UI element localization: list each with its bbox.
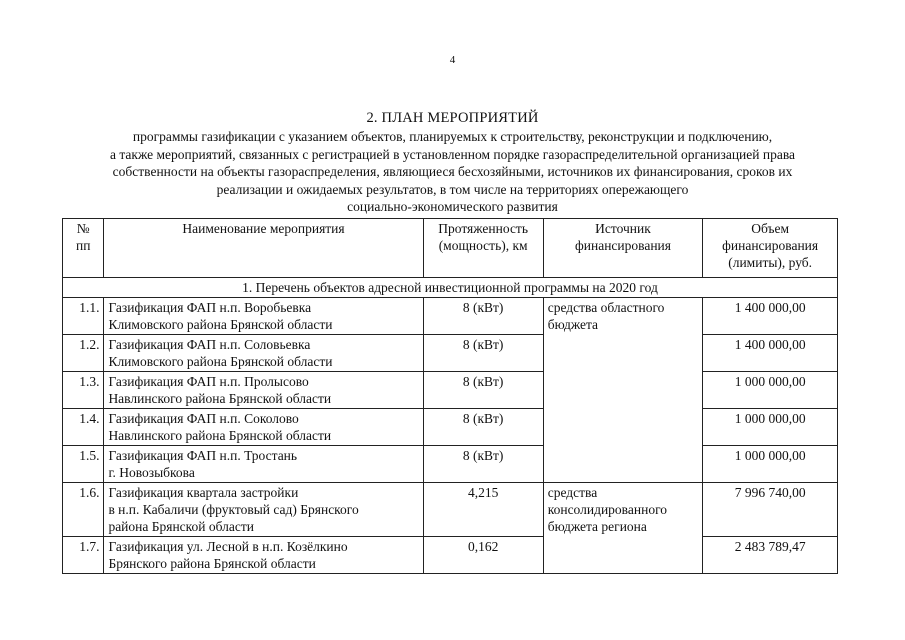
row-name: Газификация ФАП н.п. Тростань г. Новозыбкова <box>104 446 423 483</box>
row-number: 1.5. <box>63 446 104 483</box>
row-length: 8 (кВт) <box>423 446 543 483</box>
section-row <box>63 278 838 298</box>
row-source: средства областного бюджета <box>543 298 703 483</box>
subheading-line: социально-экономического развития <box>347 199 558 214</box>
table-row <box>63 335 838 372</box>
subheading-line: собственности на объекты газораспределения, являющиеся бесхозяйными, источников их финансирования, сроков их <box>112 164 793 179</box>
header-volume: Объем финансирования (лимиты), руб. <box>703 219 838 278</box>
table-row <box>63 372 838 409</box>
row-volume: 7 996 740,00 <box>703 483 838 537</box>
subheading-line: а также мероприятий, связанных с регистрацией в установленном порядке газораспределительной организацией права <box>109 146 796 162</box>
plan-table <box>62 218 838 574</box>
row-number: 1.2. <box>63 335 104 372</box>
header-source: Источник финансирования <box>543 219 703 278</box>
table-header-row <box>63 219 838 278</box>
row-volume: 1 000 000,00 <box>703 409 838 446</box>
row-volume: 1 400 000,00 <box>703 298 838 335</box>
table-row <box>63 537 838 574</box>
row-source: средства консолидированного бюджета региона <box>543 483 703 574</box>
row-name: Газификация ФАП н.п. Воробьевка Климовского района Брянской области <box>104 298 423 335</box>
subheading-line: реализации и ожидаемых результатов, в том числе на территориях опережающего <box>216 181 689 197</box>
row-volume: 1 000 000,00 <box>703 372 838 409</box>
row-number: 1.3. <box>63 372 104 409</box>
table-row <box>63 483 838 537</box>
table-row <box>63 446 838 483</box>
section-title: 1. Перечень объектов адресной инвестиционной программы на 2020 год <box>63 278 838 298</box>
row-length: 4,215 <box>423 483 543 537</box>
row-volume: 1 400 000,00 <box>703 335 838 372</box>
table-row <box>63 409 838 446</box>
row-name: Газификация ФАП н.п. Соколово Навлинского района Брянской области <box>104 409 423 446</box>
row-length: 8 (кВт) <box>423 372 543 409</box>
row-name: Газификация ФАП н.п. Пролысово Навлинского района Брянской области <box>104 372 423 409</box>
row-name: Газификация квартала застройки в н.п. Кабаличи (фруктовый сад) Брянского района Брянской области <box>104 483 423 537</box>
plan-heading: 2. ПЛАН МЕРОПРИЯТИЙ <box>366 110 539 126</box>
row-number: 1.1. <box>63 298 104 335</box>
header-number: № пп <box>63 219 104 278</box>
row-number: 1.7. <box>63 537 104 574</box>
row-length: 0,162 <box>423 537 543 574</box>
plan-subheading <box>60 128 845 216</box>
row-name: Газификация ул. Лесной в н.п. Козёлкино Брянского района Брянской области <box>104 537 423 574</box>
row-length: 8 (кВт) <box>423 335 543 372</box>
row-length: 8 (кВт) <box>423 298 543 335</box>
row-number: 1.4. <box>63 409 104 446</box>
row-length: 8 (кВт) <box>423 409 543 446</box>
row-volume: 1 000 000,00 <box>703 446 838 483</box>
subheading-line: программы газификации с указанием объектов, планируемых к строительству, реконструкции и подключению, <box>132 129 773 144</box>
header-length: Протяженность (мощность), км <box>423 219 543 278</box>
row-number: 1.6. <box>63 483 104 537</box>
page-number: 4 <box>449 54 456 66</box>
row-volume: 2 483 789,47 <box>703 537 838 574</box>
header-name: Наименование мероприятия <box>104 219 423 278</box>
row-name: Газификация ФАП н.п. Соловьевка Климовского района Брянской области <box>104 335 423 372</box>
table-row <box>63 298 838 335</box>
